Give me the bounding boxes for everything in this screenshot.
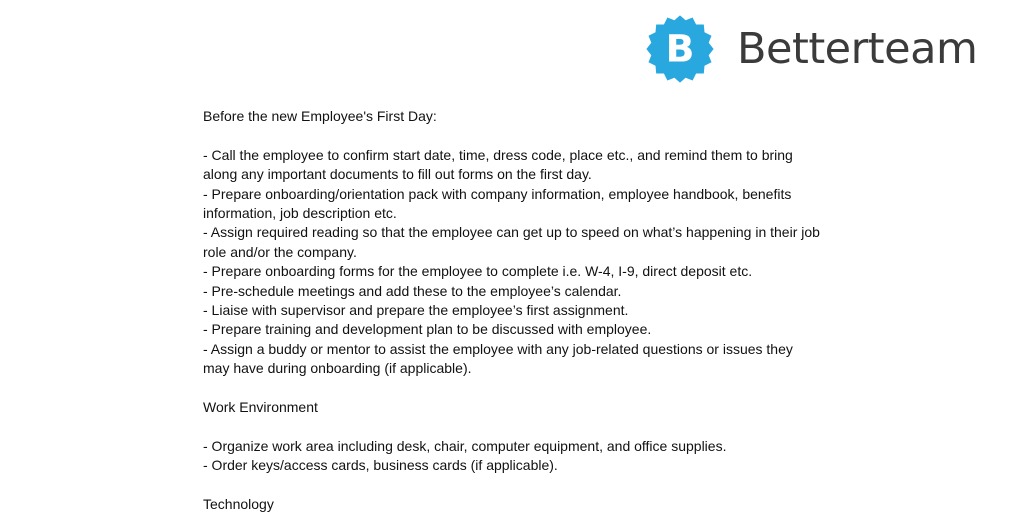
checklist-item: - Assign a buddy or mentor to assist the employee with any job-related questions or issues they may have during onboarding (if applicable).	[203, 340, 793, 377]
badge-letter: B	[665, 26, 695, 71]
checklist-item: - Assign required reading so that the employee can get up to speed on what’s happening in their job role and/or the company.	[203, 224, 820, 260]
checklist-item: - Call the employee to confirm start date, time, dress code, place etc., and remind them to bring along any important documents to fill out forms on the first day.	[203, 146, 793, 183]
brand-logo	[645, 14, 977, 84]
section-heading: Before the new Employee's First Day:	[203, 108, 437, 124]
section-heading: Work Environment	[203, 399, 318, 416]
section-heading: Technology	[203, 496, 274, 513]
checklist-item: - Prepare training and development plan to be discussed with employee.	[203, 321, 652, 338]
checklist-item: - Prepare onboarding/orientation pack with company information, employee handbook, benefits information, job description etc.	[203, 185, 792, 222]
onboarding-checklist	[203, 107, 823, 514]
checklist-item: - Liaise with supervisor and prepare the employee’s first assignment.	[203, 302, 629, 319]
checklist-item: - Order keys/access cards, business cards (if applicable).	[203, 457, 558, 474]
checklist-item: - Organize work area including desk, chair, computer equipment, and office supplies.	[203, 437, 727, 454]
betterteam-badge-icon	[645, 14, 715, 84]
brand-name: Betterteam	[737, 24, 978, 74]
checklist-item: - Prepare onboarding forms for the employee to complete i.e. W-4, I-9, direct deposit etc.	[203, 263, 753, 280]
checklist-item: - Pre-schedule meetings and add these to the employee’s calendar.	[203, 282, 622, 299]
